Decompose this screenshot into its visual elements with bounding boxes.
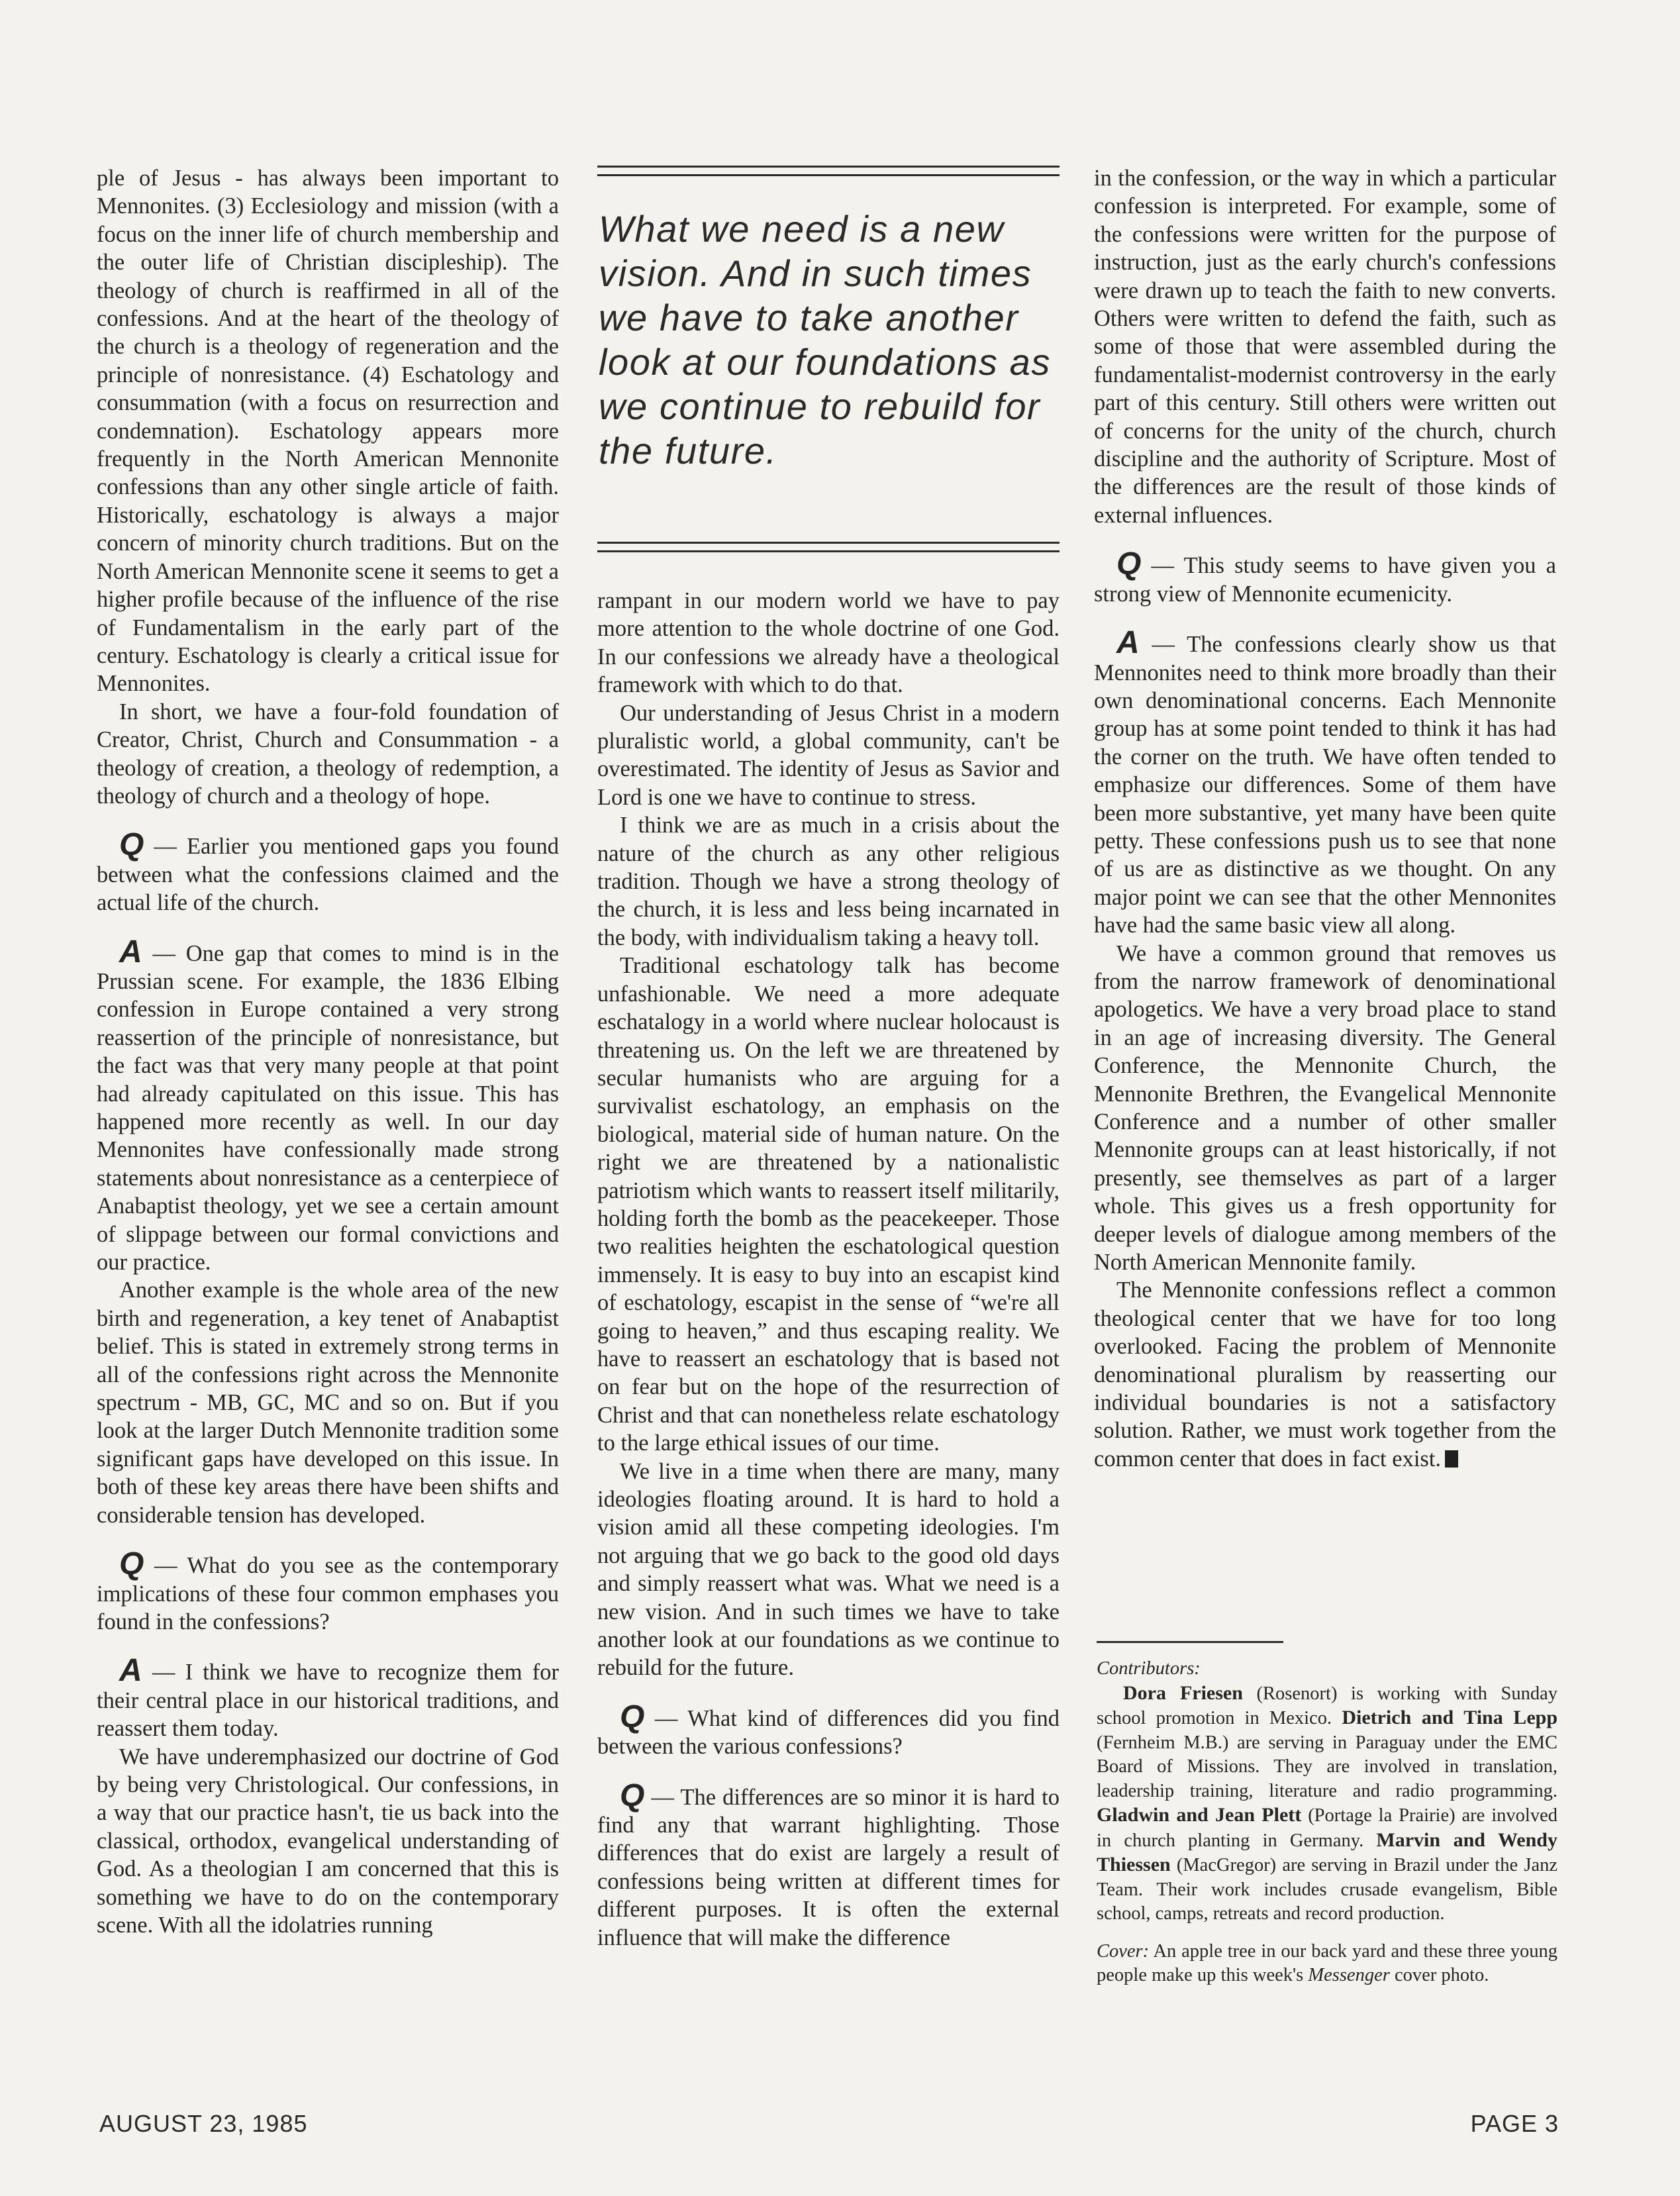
contributor-name: Marvin and Wendy Thiessen [1097,1828,1557,1875]
paragraph: rampant in our modern world we have to pay more attention to the whole doctrine of one God. In our confessions we already have a theological framework with which to do that. [597,588,1060,698]
paragraph: We have underemphasized our doctrine of God by being very Christological. Our confessions, in a way that our practice hasn't, tie us back into the classical, orthodox, evangelical understanding of God. As a theologian I am concerned that this is something we have to do on the contemporary scene. With all the idolatries running [97,1744,559,1938]
question-paragraph [97,827,559,917]
answer-paragraph [597,1777,1060,1952]
contributor-desc: (MacGregor) are serving in Brazil under the Janz Team. Their work includes crusade evangelism, Bible school, camps, retreats and record production. [1097,1855,1557,1924]
bottom-double-rule [597,542,1060,552]
end-mark-icon [1445,1450,1458,1468]
question-marker: Q [620,1699,645,1734]
article-column-3 [1094,164,1556,1473]
paragraph: in the confession, or the way in which a particular confession is interpreted. For example, some of the confessions were written for the purpose of instruction, just as the early church's confessions were drawn up to teach the faith to new converts. Others were written to defend the faith, such as some of those that were assembled during the fundamentalist-modernist controversy in the early part of this century. Still others were written out of concerns for the unity of the church, church discipline and the authority of Scripture. Most of the differences are the result of those kinds of external influences. [1094,166,1556,528]
question-marker: Q [119,1546,144,1582]
answer-marker: A [1116,625,1140,661]
question-paragraph [1094,546,1556,608]
article-column-1 [97,164,559,1939]
question-marker: Q [119,827,144,863]
article-column-2 [597,587,1060,1952]
answer-text: — The confessions clearly show us that Mennonites need to think more broadly than their own denominational concerns. Each Mennonite group has at some point tended to think it has had the corner on the truth. We have often tended to emphasize our differences. Some of them have been more substantive, yet many have been quite petty. These confessions push us to see that none of us are as distinctive as we thought. On any major point we can see that the other Mennonites have had the same basic view all along. [1094,632,1556,938]
paragraph: We have a common ground that removes us from the narrow framework of denominational apologetics. We have a very broad place to stand in an age of increasing diversity. The General Conference, the Mennonite Church, the Mennonite Brethren, the Evangelical Mennonite Conference and a number of other smaller Mennonite groups can at least historically, if not presently, see themselves as part of a larger whole. This gives us a fresh opportunity for deeper levels of dialogue among members of the North American Mennonite family. [1094,940,1556,1275]
answer-text: — The differences are so minor it is hard to find any that warrant highlighting. Those differences that do exist are largely a result of confessions being written at different times for different purposes. It is often the external influence that will make the difference [597,1784,1060,1950]
publication-name: Messenger [1308,1965,1390,1985]
cover-label: Cover: [1097,1940,1150,1962]
question-text: — Earlier you mentioned gaps you found between what the confessions claimed and the actual life of the church. [97,834,559,916]
pull-quote-box [597,166,1060,554]
top-double-rule [597,166,1060,176]
contributors-label: Contributors: [1097,1658,1201,1679]
question-text: — What do you see as the contemporary implications of these four common emphases you found in the confessions? [97,1553,559,1634]
contributor-name: Gladwin and Jean Plett [1097,1804,1302,1826]
contributor-desc: (Portage la Prairie) are involved in church planting in Germany. [1097,1805,1557,1851]
question-text: — What kind of differences did you find between the various confessions? [597,1705,1060,1760]
contributors-box [1097,1657,1557,1988]
question-text: — This study seems to have given you a strong view of Mennonite ecumenicity. [1094,553,1556,607]
cover-text: cover photo. [1389,1965,1489,1985]
contributor-desc: (Fernheim M.B.) are serving in Paraguay under the EMC Board of Missions. They are involved in translation, leadership training, literature and radio programming. [1097,1732,1557,1801]
pull-quote-text: What we need is a new vision. And in such times we have to take another look at our foundations as we continue to rebuild for the future. [599,208,1051,472]
paragraph: Another example is the whole area of the new birth and regeneration, a key tenet of Anabaptist belief. This is stated in extremely strong terms in all of the confessions right across the Mennonite spectrum - MB, GC, MC and so on. But if you look at the larger Dutch Mennonite tradition some significant gaps have developed on this issue. In both of these key areas there have been shifts and considerable tension has developed. [97,1277,559,1528]
cover-credit [1097,1940,1557,1988]
paragraph: I think we are as much in a crisis about the nature of the church as any other religious tradition. Though we have a strong theology of the church, it is less and less being incarnated in the body, with individualism taking a heavy toll. [597,813,1060,950]
answer-paragraph [97,934,559,1277]
paragraph: Our understanding of Jesus Christ in a modern pluralistic world, a global community, can't be overestimated. The identity of Jesus as Savior and Lord is one we have to continue to stress. [597,700,1060,810]
answer-paragraph [97,1653,559,1742]
contributor-desc: (Rosenort) is working with Sunday school promotion in Mexico. [1097,1683,1558,1728]
paragraph: Traditional eschatology talk has become unfashionable. We need a more adequate eschatalogy in a world where nuclear holocaust is threatening us. On the left we are threatened by secular humanists who are arguing for a survivalist eschatology, an emphasis on the biological, material side of human nature. On the right we are threatened by a nationalistic patriotism which wants to reassert itself militarily, holding forth the bomb as the peacekeeper. Those two realities heighten the eschatological question immensely. It is easy to buy into an escapist kind of eschatology, escapist in the sense of “we're all going to heaven,” and thus escaping reality. We have to reassert an eschatology that is based not on fear but on the hope of the resurrection of Christ and that can nonetheless relate eschatology to the large ethical issues of our time. [597,953,1060,1456]
answer-marker: A [119,934,142,970]
contributors-rule [1097,1641,1283,1643]
answer-text: — One gap that comes to mind is in the Prussian scene. For example, the 1836 Elbing confession in Europe contained a very strong reassertion of the principle of nonresistance, but the fact was that very many people at that point had already capitulated on this issue. This has happened more recently as well. In our day Mennonites have confessionally made strong statements about nonresistance as a centerpiece of Anabaptist theology, yet we see a certain amount of slippage between our formal convictions and our practice. [97,940,559,1275]
footer-page-number: PAGE 3 [1470,2110,1559,2137]
cover-text: An apple tree in our back yard and these three young people make up this week's [1097,1940,1557,1985]
contributor-name: Dietrich and Tina Lepp [1342,1707,1557,1728]
paragraph: We live in a time when there are many, many ideologies floating around. It is hard to hold a vision amid all these competing ideologies. I'm not arguing that we go back to the good old days and simply reassert what was. What we need is a new vision. And in such times we have to take another look at our foundations as we continue to rebuild for the future. [597,1458,1060,1681]
question-marker: Q [1116,546,1142,582]
paragraph: In short, we have a four-fold foundation of Creator, Christ, Church and Consummation - a theology of creation, a theology of redemption, a theology of church and a theology of hope. [97,699,559,809]
answer-paragraph [1094,625,1556,939]
answer-text: — I think we have to recognize them for their central place in our historical traditions, and reassert them today. [97,1660,559,1742]
closing-text: The Mennonite confessions reflect a common theological center that we have for too long overlooked. Facing the problem of Mennonite denominational pluralism by reasserting our individual boundaries is not a satisfactory solution. Rather, we must work together from the common center that does in fact exist. [1094,1277,1556,1472]
footer-date: AUGUST 23, 1985 [99,2110,308,2137]
question-paragraph [97,1546,559,1636]
question-paragraph [597,1699,1060,1761]
paragraph [1094,1276,1556,1473]
contributors-text [1097,1681,1557,1926]
contributor-name: Dora Friesen [1123,1681,1243,1704]
answer-marker: A [119,1653,142,1689]
answer-marker: Q [620,1777,645,1813]
paragraph: ple of Jesus - has always been important to Mennonites. (3) Ecclesiology and mission (with a focus on the inner life of church membership and the outer life of Christian discipleship). The theology of church is reaffirmed in all of the confessions. And at the heart of the theology of the church is a theology of regeneration and the principle of nonresistance. (4) Eschatology and consummation (with a focus on resurrection and condemnation). Eschatology appears more frequently in the North American Mennonite confessions than any other single article of faith. Historically, eschatology is always a major concern of minority church traditions. But on the North American Mennonite scene it seems to get a higher profile because of the influence of the rise of Fundamentalism in the early part of the century. Eschatology is clearly a critical issue for Mennonites. [97,166,559,697]
